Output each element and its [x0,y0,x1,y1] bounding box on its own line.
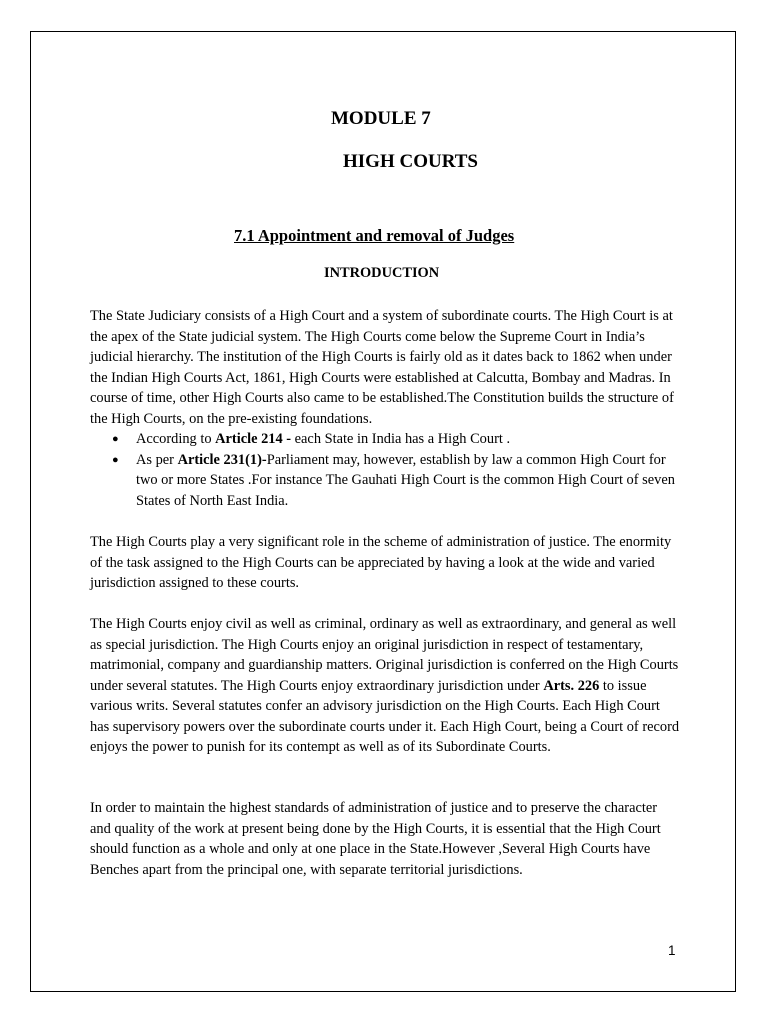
paragraph-3-text-end: to issue various writs. Several statutes confer an advisory jurisdiction on the High Courts. Each High Court has supervisory powers over the subordinate courts under it. Each High Court, being a Court of record enjoys the power to punish for its contempt as well as of its Subordinate Courts. [90,677,680,755]
module-title: MODULE 7 [331,108,431,129]
paragraph-1: The State Judiciary consists of a High Court and a system of subordinate courts. The High Court is at the apex of the State judicial system. The High Courts come below the Supreme Court in India’s judicial hierarchy. The institution of the High Courts is fairly old as it dates back to 1862 when under the Indian High Courts Act, 1861, High Courts were established at Calcutta, Bombay and Madras. In course of time, other High Courts also came to be established.The Constitution builds the structure of the High Courts, on the pre-existing foundations. [90,308,674,427]
paragraph-3-text-start: The High Courts enjoy civil as well as criminal, ordinary as well as extraordinary, and general as well as special jurisdiction. The High Courts enjoy an original jurisdiction in respect of testamentary, matrimonial, company and guardianship matters. Original jurisdiction is conferred on the High Courts under several statutes. The High Courts enjoy extraordinary jurisdiction under [90,616,679,694]
bullet-item-article-231 [90,450,680,512]
paragraph-3 [90,614,680,758]
intro-heading: INTRODUCTION [324,265,440,281]
section-heading: 7.1 Appointment and removal of Judges [234,226,515,245]
bullet-prefix: As per [136,451,178,468]
paragraph-3-article-ref: Arts. 226 [543,677,600,694]
chapter-title: HIGH COURTS [343,151,478,172]
paragraph-4: In order to maintain the highest standards of administration of justice and to preserve the character and quality of the work at present being done by the High Courts, it is essential that the High Court should function as a whole and only at one place in the State.However ,Several High Courts have Benches apart from the principal one, with separate territorial jurisdictions. [90,800,661,878]
bullet-text: Parliament may, however, establish by law a common High Court for two or more States .For instance The Gauhati High Court is the common High Court of seven States of North East India. [136,451,675,509]
bullet-prefix: According to [136,431,216,447]
bullet-list [90,429,680,511]
bullet-dot-icon: ● [112,453,119,466]
bullet-article-ref: Article 231(1)- [177,451,267,468]
bullet-article-ref: Article 214 - [215,431,292,447]
bullet-item-article-214 [90,429,680,450]
paragraph-2: The High Courts play a very significant role in the scheme of administration of justice. The enormity of the task assigned to the High Courts can be appreciated by having a look at the wide and varied jurisdiction assigned to these courts. [90,534,672,591]
bullet-dot-icon: ● [112,433,119,445]
bullet-text: each State in India has a High Court . [291,431,511,447]
page-number: 1 [668,943,676,958]
